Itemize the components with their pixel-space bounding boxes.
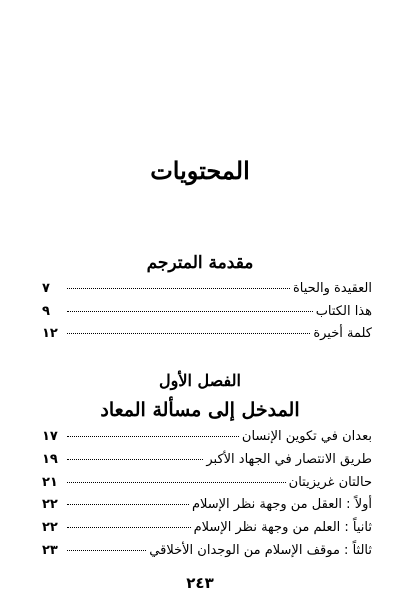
toc-entry-label: ثانياً : العلم من وجهة نظر الإسلام <box>193 520 372 536</box>
toc-entry-label: بعدان في تكوين الإنسان <box>241 429 372 444</box>
toc-entry-label: ثالثاً : موقف الإسلام من الوجدان الأخلاقي <box>149 542 372 558</box>
toc-entry[interactable] <box>42 452 372 475</box>
dot-leader <box>67 550 146 551</box>
toc-entry[interactable] <box>42 326 372 349</box>
toc-entry[interactable] <box>42 543 372 566</box>
chapter-title: المدخل إلى مسألة المعاد <box>100 399 300 421</box>
page-number: ٢٤٣ <box>186 574 214 592</box>
toc-entry-page: ١٢ <box>42 326 58 342</box>
toc-entry-label: أولاً : العقل من وجهة نظر الإسلام <box>191 497 372 513</box>
toc-entry-page: ٢٣ <box>42 542 58 558</box>
toc-entry[interactable] <box>42 497 372 520</box>
chapter-number: الفصل الأول <box>159 371 241 390</box>
toc-entry-page: ٢٢ <box>42 497 58 513</box>
toc-entry-label: العقيدة والحياة <box>292 281 372 296</box>
toc-entry-page: ٢٢ <box>42 520 58 536</box>
toc-entry-label: حالتان غريزيتان <box>288 474 372 490</box>
dot-leader <box>67 436 239 437</box>
toc-entry-label: طريق الانتصار في الجهاد الأكبر <box>206 451 372 467</box>
intro-toc-list <box>42 281 372 349</box>
dot-leader <box>67 459 203 460</box>
toc-entry-page: ١٧ <box>42 429 58 444</box>
toc-entry-label: كلمة أخيرة <box>313 326 372 342</box>
toc-entry-page: ٧ <box>42 281 50 296</box>
dot-leader <box>67 504 189 505</box>
toc-entry[interactable] <box>42 304 372 327</box>
toc-entry[interactable] <box>42 520 372 543</box>
dot-leader <box>67 333 310 334</box>
dot-leader <box>67 311 313 312</box>
toc-entry[interactable] <box>42 429 372 452</box>
toc-entry[interactable] <box>42 281 372 304</box>
toc-entry-page: ١٩ <box>42 451 58 467</box>
intro-heading: مقدمة المترجم <box>146 253 254 273</box>
toc-entry-label: هذا الكتاب <box>315 303 372 319</box>
dot-leader <box>67 482 286 483</box>
toc-entry-page: ٢١ <box>42 474 58 490</box>
chapter-toc-list <box>42 429 372 566</box>
toc-entry-page: ٩ <box>42 303 50 319</box>
dot-leader <box>67 288 290 289</box>
toc-entry[interactable] <box>42 475 372 498</box>
dot-leader <box>67 527 191 528</box>
page-title: المحتويات <box>150 156 250 185</box>
